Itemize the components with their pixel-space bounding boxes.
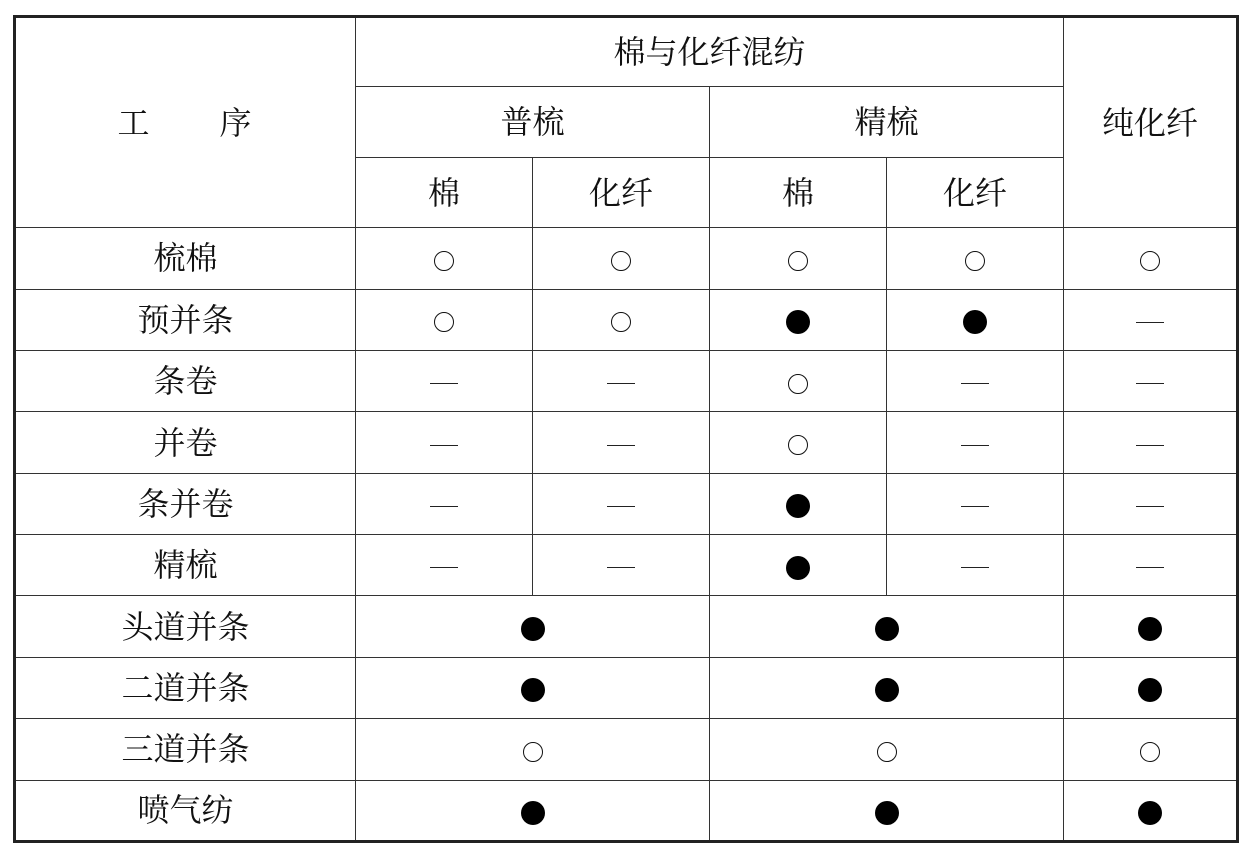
dash-icon — [430, 383, 458, 384]
table-cell — [1064, 289, 1238, 350]
symbol-text — [899, 672, 900, 673]
symbol-text — [635, 549, 636, 550]
table-cell — [533, 350, 710, 411]
table-cell — [1064, 596, 1238, 657]
table-cell — [710, 289, 887, 350]
symbol-text — [635, 488, 636, 489]
table-cell — [710, 596, 1064, 657]
process-name: 三道并条 — [15, 719, 356, 780]
symbol-text — [635, 365, 636, 366]
symbol-text — [989, 365, 990, 366]
open-circle-icon — [788, 435, 808, 455]
open-circle-icon — [1140, 251, 1160, 271]
filled-circle-icon — [521, 678, 545, 702]
dash-icon — [1136, 506, 1164, 507]
symbol-text — [808, 242, 809, 243]
table-cell — [1064, 657, 1238, 718]
open-circle-icon — [611, 312, 631, 332]
symbol-text — [458, 549, 459, 550]
combed-synthetic-header: 化纤 — [887, 157, 1064, 227]
blend-header: 棉与化纤混纺 — [356, 17, 1064, 87]
table-cell — [533, 535, 710, 596]
open-circle-icon — [1140, 742, 1160, 762]
open-circle-icon — [788, 251, 808, 271]
table-cell — [356, 596, 710, 657]
table-row — [15, 719, 1238, 780]
symbol-text — [987, 304, 988, 305]
open-circle-icon — [523, 742, 543, 762]
symbol-text — [1164, 549, 1165, 550]
symbol-text — [635, 427, 636, 428]
process-table — [13, 15, 1239, 843]
table-cell — [1064, 780, 1238, 842]
table-cell — [1064, 228, 1238, 289]
filled-circle-icon — [1138, 678, 1162, 702]
symbol-text — [1162, 611, 1163, 612]
table-row — [15, 780, 1238, 842]
symbol-text — [810, 549, 811, 550]
table-cell — [887, 289, 1064, 350]
table-cell — [356, 719, 710, 780]
table-cell — [356, 412, 533, 473]
filled-circle-icon — [786, 556, 810, 580]
open-circle-icon — [965, 251, 985, 271]
open-circle-icon — [434, 251, 454, 271]
dash-icon — [1136, 445, 1164, 446]
table-cell — [533, 289, 710, 350]
table-cell — [1064, 350, 1238, 411]
symbol-text — [631, 242, 632, 243]
table-row — [15, 412, 1238, 473]
table-body — [15, 17, 1238, 842]
carded-cotton-header: 棉 — [356, 157, 533, 227]
table-cell — [710, 228, 887, 289]
dash-icon — [607, 567, 635, 568]
table-cell — [356, 535, 533, 596]
combed-cotton-header: 棉 — [710, 157, 887, 227]
open-circle-icon — [611, 251, 631, 271]
table-cell — [887, 412, 1064, 473]
symbol-text — [808, 365, 809, 366]
dash-icon — [430, 506, 458, 507]
filled-circle-icon — [963, 310, 987, 334]
symbol-text — [899, 611, 900, 612]
process-name: 条卷 — [15, 350, 356, 411]
table-cell — [710, 719, 1064, 780]
carded-synthetic-header: 化纤 — [533, 157, 710, 227]
open-circle-icon — [788, 374, 808, 394]
process-name: 预并条 — [15, 289, 356, 350]
table-row — [15, 350, 1238, 411]
filled-circle-icon — [875, 617, 899, 641]
table-cell — [887, 535, 1064, 596]
process-name: 条并卷 — [15, 473, 356, 534]
symbol-text — [1160, 242, 1161, 243]
filled-circle-icon — [875, 678, 899, 702]
table-cell — [533, 473, 710, 534]
table-cell — [887, 228, 1064, 289]
table-cell — [710, 657, 1064, 718]
dash-icon — [961, 506, 989, 507]
symbol-text — [458, 488, 459, 489]
table-cell — [887, 473, 1064, 534]
filled-circle-icon — [875, 801, 899, 825]
symbol-text — [1164, 304, 1165, 305]
table-cell — [356, 289, 533, 350]
symbol-text — [1162, 672, 1163, 673]
table-cell — [533, 412, 710, 473]
table-cell — [710, 350, 887, 411]
dash-icon — [961, 567, 989, 568]
dash-icon — [1136, 322, 1164, 323]
table-cell — [887, 350, 1064, 411]
header-row-1 — [15, 17, 1238, 87]
table-cell — [533, 228, 710, 289]
symbol-text — [545, 611, 546, 612]
symbol-text — [989, 549, 990, 550]
dash-icon — [607, 506, 635, 507]
table-cell — [356, 657, 710, 718]
filled-circle-icon — [521, 801, 545, 825]
process-name: 喷气纺 — [15, 780, 356, 842]
symbol-text — [897, 733, 898, 734]
table-cell — [710, 535, 887, 596]
symbol-text — [1160, 733, 1161, 734]
table-cell — [1064, 412, 1238, 473]
carded-header: 普梳 — [356, 87, 710, 157]
pure-synthetic-header: 纯化纤 — [1064, 17, 1238, 228]
symbol-text — [810, 488, 811, 489]
open-circle-icon — [434, 312, 454, 332]
symbol-text — [989, 427, 990, 428]
filled-circle-icon — [1138, 801, 1162, 825]
dash-icon — [961, 383, 989, 384]
process-name: 二道并条 — [15, 657, 356, 718]
process-name: 精梳 — [15, 535, 356, 596]
dash-icon — [607, 445, 635, 446]
dash-icon — [430, 567, 458, 568]
table-cell — [1064, 473, 1238, 534]
symbol-text — [458, 427, 459, 428]
open-circle-icon — [877, 742, 897, 762]
symbol-text — [454, 242, 455, 243]
process-name: 并卷 — [15, 412, 356, 473]
filled-circle-icon — [521, 617, 545, 641]
combed-header: 精梳 — [710, 87, 1064, 157]
filled-circle-icon — [786, 310, 810, 334]
table-cell — [710, 412, 887, 473]
dash-icon — [1136, 383, 1164, 384]
dash-icon — [430, 445, 458, 446]
table-cell — [356, 473, 533, 534]
process-name: 梳棉 — [15, 228, 356, 289]
symbol-text — [1164, 488, 1165, 489]
symbol-text — [458, 365, 459, 366]
table-cell — [356, 780, 710, 842]
table-cell — [1064, 535, 1238, 596]
dash-icon — [607, 383, 635, 384]
symbol-text — [631, 304, 632, 305]
table-row — [15, 657, 1238, 718]
table-cell — [356, 228, 533, 289]
table-row — [15, 289, 1238, 350]
symbol-text — [1164, 365, 1165, 366]
symbol-text — [454, 304, 455, 305]
dash-icon — [961, 445, 989, 446]
table-row — [15, 228, 1238, 289]
symbol-text — [1164, 427, 1165, 428]
symbol-text — [545, 672, 546, 673]
table-row — [15, 596, 1238, 657]
table-cell — [356, 350, 533, 411]
table-cell — [1064, 719, 1238, 780]
process-name: 头道并条 — [15, 596, 356, 657]
filled-circle-icon — [1138, 617, 1162, 641]
symbol-text — [543, 733, 544, 734]
filled-circle-icon — [786, 494, 810, 518]
table-row — [15, 535, 1238, 596]
symbol-text — [899, 794, 900, 795]
symbol-text — [810, 304, 811, 305]
table-cell — [710, 473, 887, 534]
symbol-text — [545, 794, 546, 795]
symbol-text — [1162, 794, 1163, 795]
process-header: 工 序 — [15, 17, 356, 228]
table-row — [15, 473, 1238, 534]
symbol-text — [808, 427, 809, 428]
dash-icon — [1136, 567, 1164, 568]
symbol-text — [989, 488, 990, 489]
symbol-text — [985, 242, 986, 243]
table-cell — [710, 780, 1064, 842]
